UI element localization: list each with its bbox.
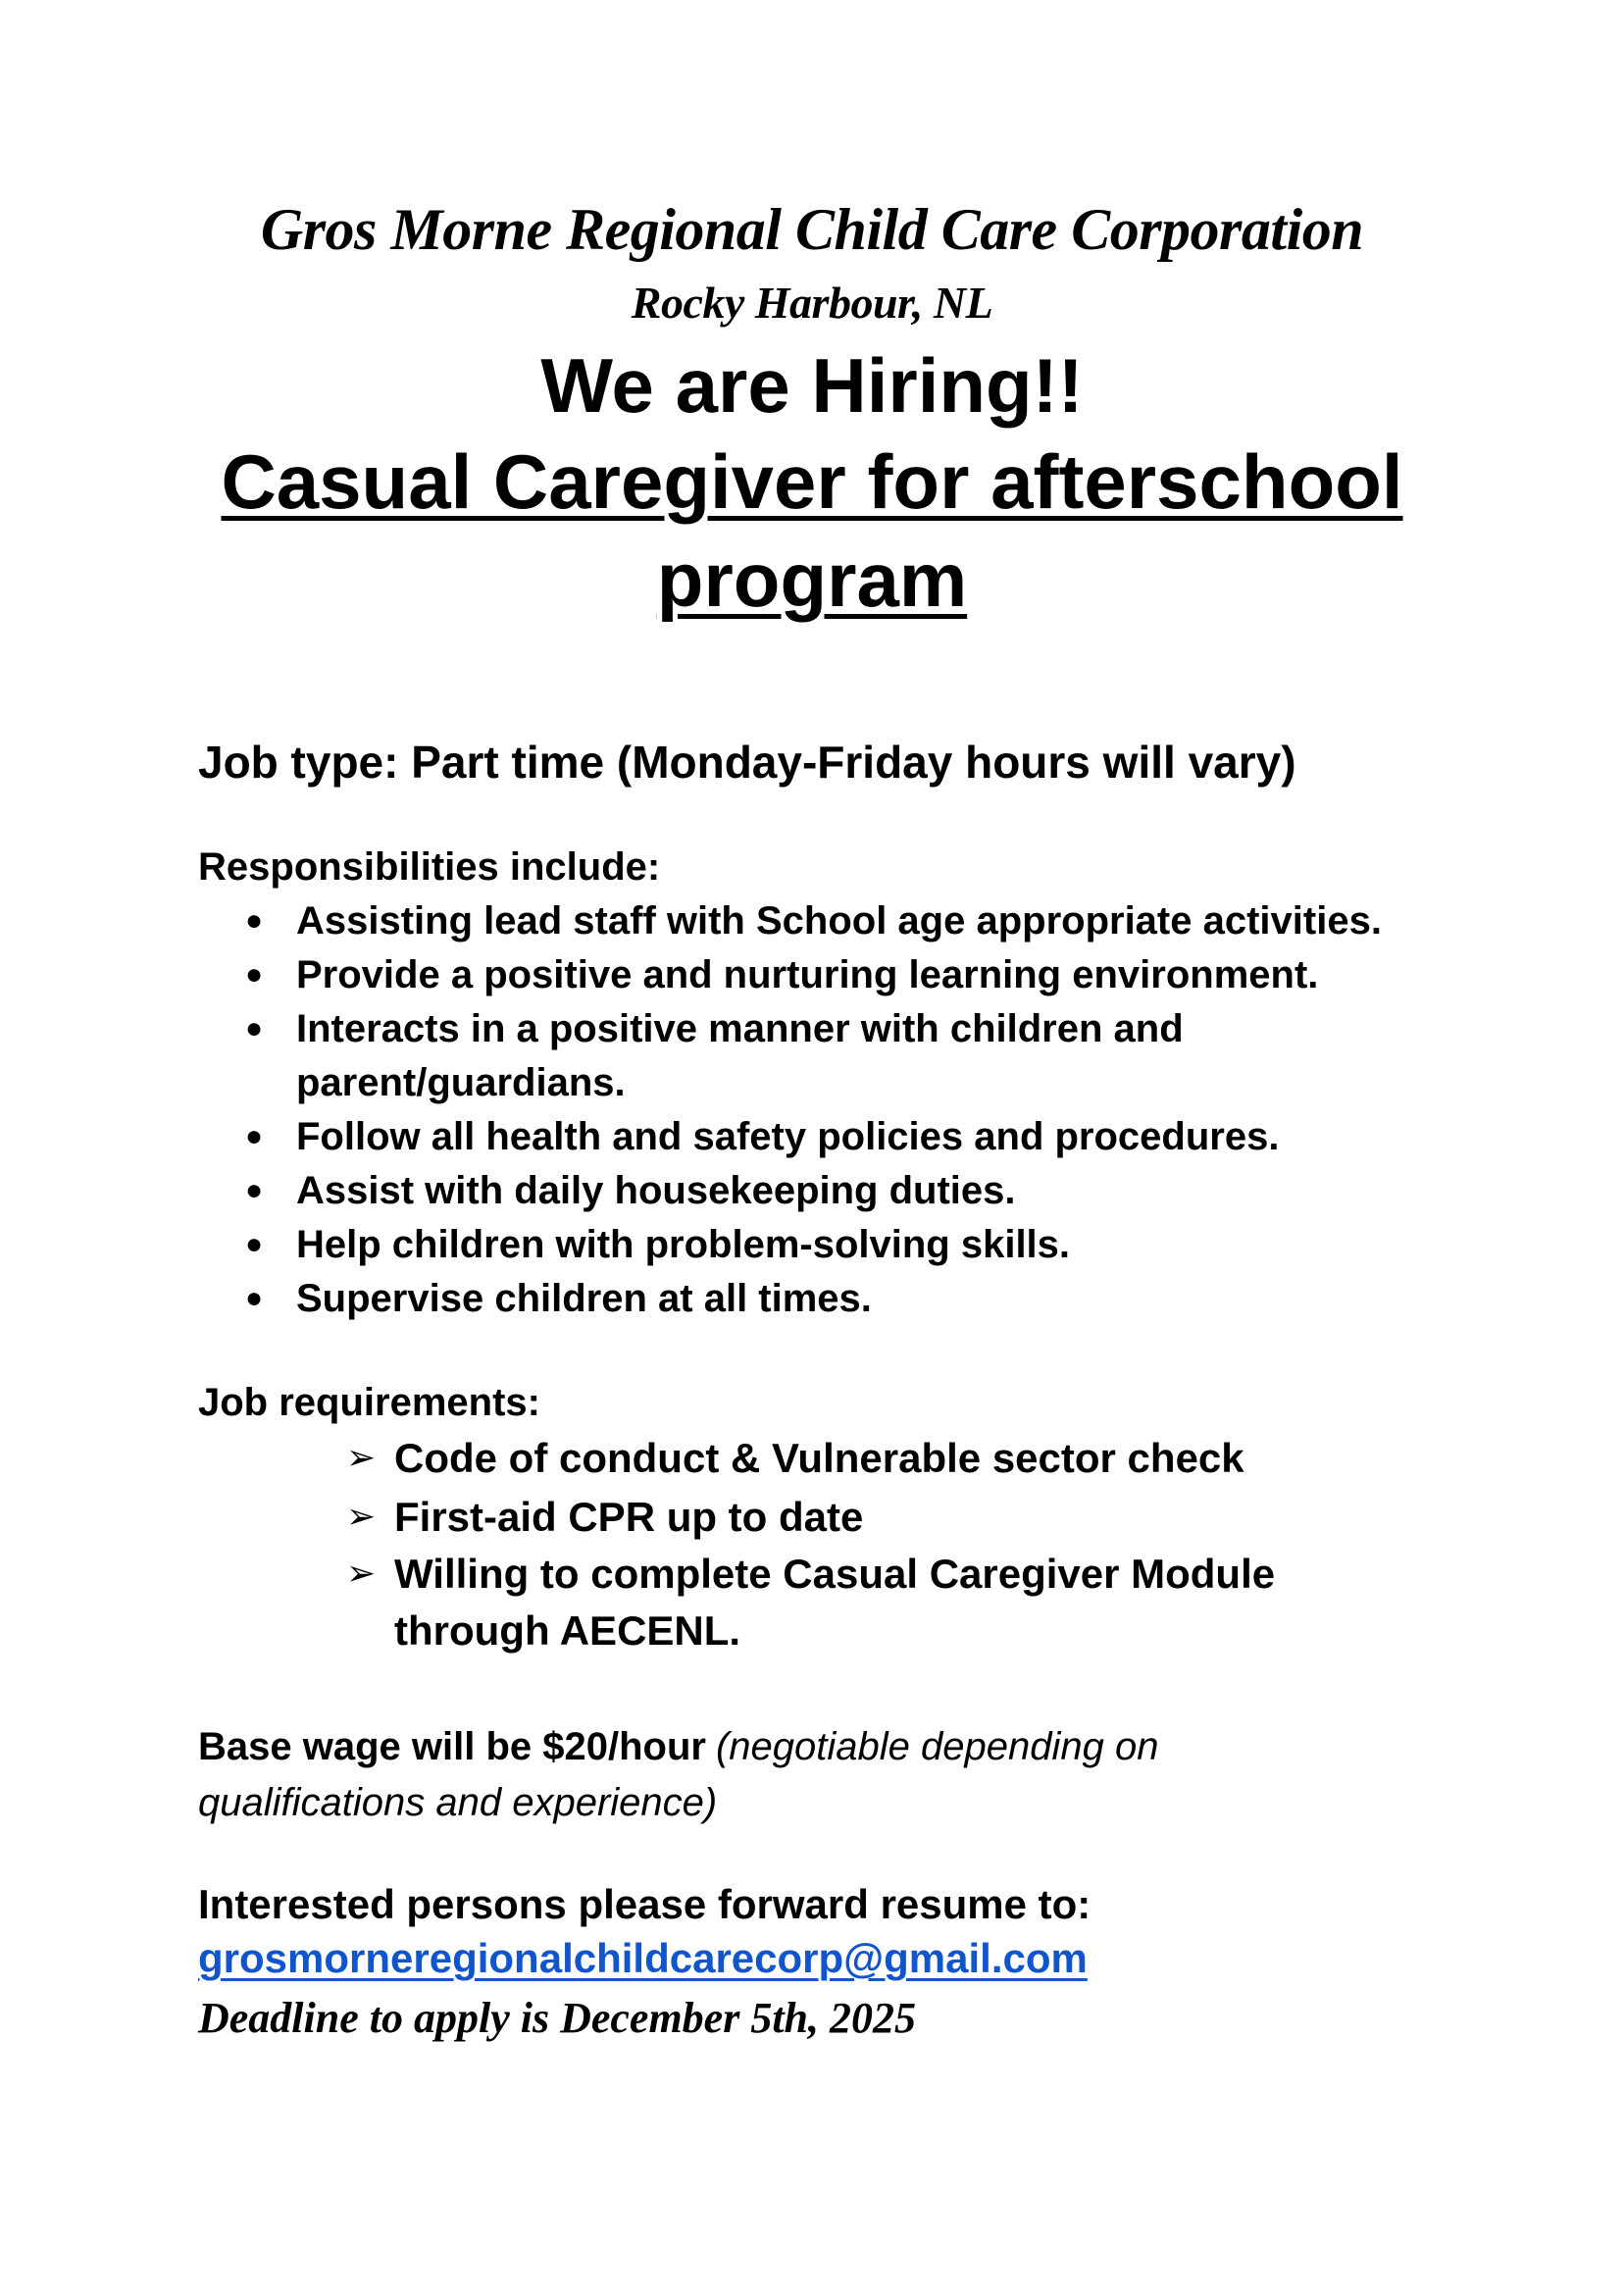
requirement-text: Willing to complete Casual Caregiver Module bbox=[394, 1551, 1276, 1597]
bullet-dot-icon: ● bbox=[245, 1174, 264, 1206]
requirements-heading: Job requirements: bbox=[198, 1381, 540, 1424]
position-title-line-1 bbox=[0, 438, 1624, 525]
requirement-continuation: through AECENL. bbox=[394, 1607, 741, 1654]
responsibility-text: Follow all health and safety policies and procedures. bbox=[296, 1115, 1280, 1158]
position-title-text-1: Casual Caregiver for afterschool bbox=[221, 438, 1403, 525]
bullet-dot-icon: ● bbox=[245, 958, 264, 991]
position-title-text-2: program bbox=[656, 536, 968, 623]
requirement-item bbox=[346, 1494, 864, 1540]
organization-location: Rocky Harbour, NL bbox=[631, 278, 993, 328]
arrowhead-right-icon: ➢ bbox=[346, 1497, 377, 1537]
job-type: Job type: Part time (Monday-Friday hours will vary) bbox=[198, 737, 1296, 788]
contact-prompt: Interested persons please forward resume to: bbox=[198, 1881, 1091, 1927]
application-deadline: Deadline to apply is December 5th, 2025 bbox=[198, 1994, 917, 2042]
hiring-headline: We are Hiring!! bbox=[540, 342, 1084, 429]
responsibility-item bbox=[245, 1171, 1016, 1210]
responsibility-continuation: parent/guardians. bbox=[296, 1061, 626, 1104]
email-link[interactable]: grosmorneregionalchildcarecorp@gmail.com bbox=[198, 1935, 1088, 1981]
requirement-text: Code of conduct & Vulnerable sector check bbox=[394, 1435, 1244, 1481]
responsibility-item bbox=[245, 1009, 1184, 1048]
responsibility-text: Interacts in a positive manner with children and bbox=[296, 1007, 1184, 1050]
responsibility-item bbox=[245, 1117, 1279, 1156]
responsibility-text: Assisting lead staff with School age appropriate activities. bbox=[296, 899, 1382, 943]
requirement-item bbox=[346, 1551, 1276, 1597]
responsibilities-heading: Responsibilities include: bbox=[198, 845, 661, 889]
responsibility-item bbox=[245, 1225, 1070, 1264]
bullet-dot-icon: ● bbox=[245, 1228, 264, 1260]
responsibility-text: Supervise children at all times. bbox=[296, 1277, 872, 1320]
responsibility-item bbox=[245, 901, 1382, 941]
base-wage: Base wage will be $20/hour bbox=[198, 1725, 706, 1768]
bullet-dot-icon: ● bbox=[245, 1282, 264, 1314]
requirement-item bbox=[346, 1435, 1244, 1481]
wage-line-1 bbox=[198, 1727, 1158, 1766]
wage-note: (negotiable depending on bbox=[715, 1725, 1159, 1768]
arrowhead-right-icon: ➢ bbox=[346, 1438, 377, 1478]
bullet-dot-icon: ● bbox=[245, 904, 264, 937]
responsibility-text: Provide a positive and nurturing learning environment. bbox=[296, 953, 1319, 996]
arrowhead-right-icon: ➢ bbox=[346, 1554, 377, 1594]
responsibility-text: Assist with daily housekeeping duties. bbox=[296, 1169, 1016, 1212]
responsibility-item bbox=[245, 955, 1318, 994]
wage-note-continuation: qualifications and experience) bbox=[198, 1781, 718, 1824]
bullet-dot-icon: ● bbox=[245, 1120, 264, 1152]
position-title-line-2 bbox=[0, 536, 1624, 623]
organization-name: Gros Morne Regional Child Care Corporation bbox=[260, 197, 1364, 262]
bullet-dot-icon: ● bbox=[245, 1012, 264, 1045]
responsibility-text: Help children with problem-solving skills. bbox=[296, 1223, 1071, 1266]
requirement-text: First-aid CPR up to date bbox=[394, 1494, 864, 1540]
responsibility-item bbox=[245, 1279, 872, 1318]
